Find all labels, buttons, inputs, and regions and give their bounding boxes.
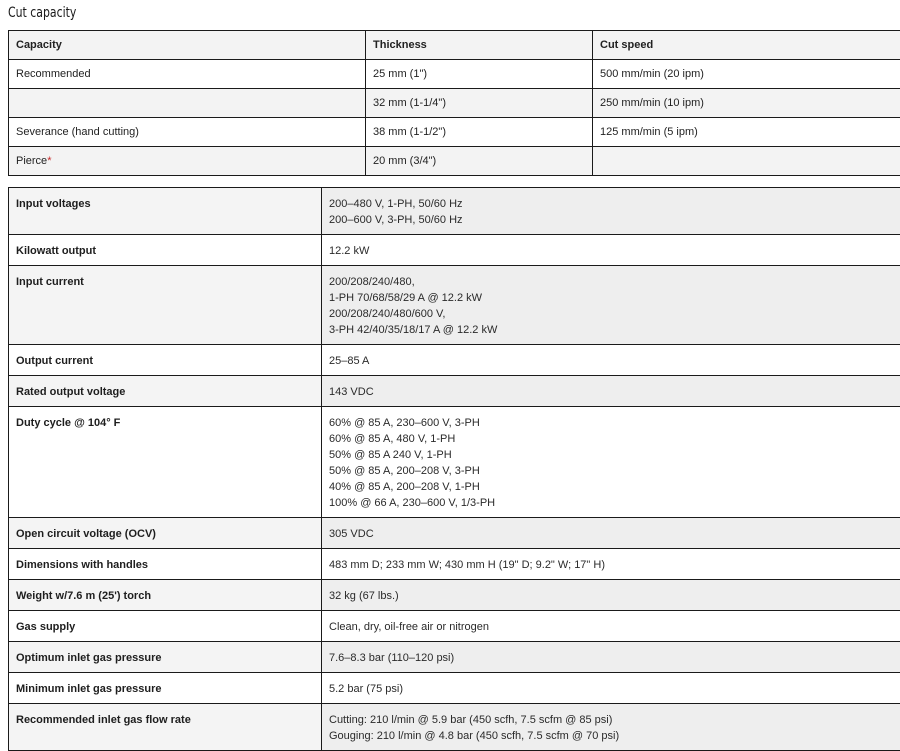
spec-value — [322, 642, 900, 673]
spec-value-line: 305 VDC — [329, 526, 893, 542]
spec-value-line: 60% @ 85 A, 480 V, 1-PH — [329, 431, 893, 447]
spec-value — [322, 266, 900, 345]
spec-value — [322, 549, 900, 580]
spec-label: Gas supply — [9, 611, 322, 642]
cut-capacity-table — [8, 30, 900, 176]
spec-label: Dimensions with handles — [9, 549, 322, 580]
spec-value-line: 200/208/240/480/600 V, — [329, 306, 893, 322]
spec-label: Weight w/7.6 m (25') torch — [9, 580, 322, 611]
thickness-cell: 20 mm (3/4") — [366, 147, 593, 176]
spec-value-line: 3-PH 42/40/35/18/17 A @ 12.2 kW — [329, 322, 893, 338]
spec-value-line: 483 mm D; 233 mm W; 430 mm H (19" D; 9.2" W; 17" H) — [329, 557, 893, 573]
spec-label: Rated output voltage — [9, 376, 322, 407]
spec-label: Duty cycle @ 104° F — [9, 407, 322, 518]
spec-label: Minimum inlet gas pressure — [9, 673, 322, 704]
footnote-asterisk: * — [47, 155, 51, 167]
spec-value — [322, 673, 900, 704]
spec-value-line: 50% @ 85 A 240 V, 1-PH — [329, 447, 893, 463]
capacity-cell — [9, 89, 366, 118]
spec-value — [322, 235, 900, 266]
table-header-row — [9, 31, 900, 60]
cut-speed-cell — [593, 147, 900, 176]
capacity-label: Pierce — [16, 155, 47, 167]
spec-value-line: 7.6–8.3 bar (110–120 psi) — [329, 650, 893, 666]
spec-row — [9, 345, 900, 376]
spec-value — [322, 518, 900, 549]
capacity-cell: Severance (hand cutting) — [9, 118, 366, 147]
spec-value — [322, 188, 900, 235]
spec-value-line: Clean, dry, oil-free air or nitrogen — [329, 619, 893, 635]
column-header-thickness: Thickness — [366, 31, 593, 60]
thickness-cell: 25 mm (1") — [366, 60, 593, 89]
spec-value-line: 5.2 bar (75 psi) — [329, 681, 893, 697]
spec-row — [9, 642, 900, 673]
spec-value-line: 1-PH 70/68/58/29 A @ 12.2 kW — [329, 290, 893, 306]
spec-value — [322, 407, 900, 518]
spec-row — [9, 266, 900, 345]
spec-value-line: 200–480 V, 1-PH, 50/60 Hz — [329, 196, 893, 212]
thickness-cell: 38 mm (1-1/2") — [366, 118, 593, 147]
spec-value-line: 32 kg (67 lbs.) — [329, 588, 893, 604]
spec-label: Kilowatt output — [9, 235, 322, 266]
spec-value-line: 100% @ 66 A, 230–600 V, 1/3-PH — [329, 495, 893, 511]
spec-value-line: Cutting: 210 l/min @ 5.9 bar (450 scfh, 7.5 scfm @ 85 psi) — [329, 712, 893, 728]
specifications-body — [9, 188, 900, 751]
spec-value-line: Gouging: 210 l/min @ 4.8 bar (450 scfh, 7.5 scfm @ 70 psi) — [329, 728, 893, 744]
specifications-table — [8, 187, 900, 751]
spec-value-line: 60% @ 85 A, 230–600 V, 3-PH — [329, 415, 893, 431]
column-header-capacity: Capacity — [9, 31, 366, 60]
spec-label: Open circuit voltage (OCV) — [9, 518, 322, 549]
cut-speed-cell: 125 mm/min (5 ipm) — [593, 118, 900, 147]
thickness-cell: 32 mm (1-1/4") — [366, 89, 593, 118]
capacity-cell: Recommended — [9, 60, 366, 89]
spec-value — [322, 704, 900, 751]
spec-row — [9, 580, 900, 611]
spec-value-line: 143 VDC — [329, 384, 893, 400]
cut-speed-cell: 500 mm/min (20 ipm) — [593, 60, 900, 89]
table-row — [9, 60, 900, 89]
spec-value-line: 25–85 A — [329, 353, 893, 369]
spec-value-line: 40% @ 85 A, 200–208 V, 1-PH — [329, 479, 893, 495]
spec-value-line: 200–600 V, 3-PH, 50/60 Hz — [329, 212, 893, 228]
spec-label: Output current — [9, 345, 322, 376]
spec-value-line: 12.2 kW — [329, 243, 893, 259]
column-header-cut-speed: Cut speed — [593, 31, 900, 60]
spec-value — [322, 345, 900, 376]
spec-row — [9, 376, 900, 407]
section-title: Cut capacity — [8, 4, 76, 22]
spec-label: Input voltages — [9, 188, 322, 235]
spec-row — [9, 407, 900, 518]
spec-value-line: 200/208/240/480, — [329, 274, 893, 290]
cut-speed-cell: 250 mm/min (10 ipm) — [593, 89, 900, 118]
table-row — [9, 118, 900, 147]
spec-label: Recommended inlet gas flow rate — [9, 704, 322, 751]
capacity-cell — [9, 147, 366, 176]
spec-row — [9, 518, 900, 549]
spec-label: Input current — [9, 266, 322, 345]
spec-row — [9, 235, 900, 266]
spec-row — [9, 188, 900, 235]
table-row — [9, 89, 900, 118]
spec-label: Optimum inlet gas pressure — [9, 642, 322, 673]
spec-value — [322, 580, 900, 611]
table-row — [9, 147, 900, 176]
spec-row — [9, 704, 900, 751]
spec-row — [9, 673, 900, 704]
spec-value — [322, 611, 900, 642]
spec-value-line: 50% @ 85 A, 200–208 V, 3-PH — [329, 463, 893, 479]
spec-row — [9, 549, 900, 580]
spec-row — [9, 611, 900, 642]
spec-value — [322, 376, 900, 407]
